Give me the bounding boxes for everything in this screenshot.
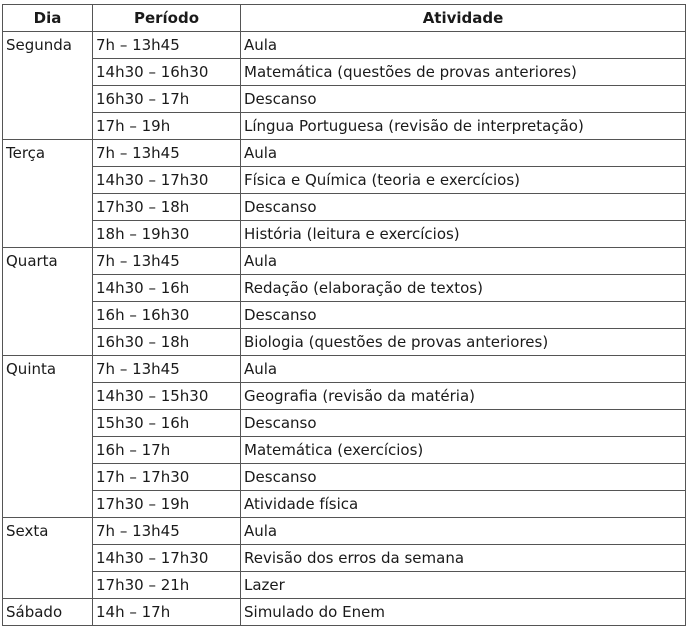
cell-dia xyxy=(3,410,93,437)
cell-atividade: Redação (elaboração de textos) xyxy=(241,275,686,302)
cell-atividade: Geografia (revisão da matéria) xyxy=(241,383,686,410)
table-row xyxy=(3,302,686,329)
table-row xyxy=(3,491,686,518)
cell-dia xyxy=(3,329,93,356)
cell-periodo: 17h30 – 19h xyxy=(93,491,241,518)
cell-periodo: 14h30 – 16h30 xyxy=(93,59,241,86)
cell-periodo: 14h30 – 16h xyxy=(93,275,241,302)
cell-dia xyxy=(3,302,93,329)
table-row xyxy=(3,329,686,356)
table-row xyxy=(3,167,686,194)
schedule-table xyxy=(2,4,686,626)
schedule-body xyxy=(3,32,686,626)
table-row xyxy=(3,248,686,275)
cell-periodo: 16h – 17h xyxy=(93,437,241,464)
cell-atividade: Língua Portuguesa (revisão de interpretação) xyxy=(241,113,686,140)
cell-atividade: Descanso xyxy=(241,410,686,437)
cell-periodo: 17h30 – 21h xyxy=(93,572,241,599)
cell-periodo: 16h30 – 18h xyxy=(93,329,241,356)
table-row xyxy=(3,518,686,545)
table-row xyxy=(3,32,686,59)
cell-atividade: Aula xyxy=(241,248,686,275)
table-row xyxy=(3,194,686,221)
table-row xyxy=(3,275,686,302)
cell-atividade: Simulado do Enem xyxy=(241,599,686,626)
cell-atividade: Aula xyxy=(241,140,686,167)
table-row xyxy=(3,437,686,464)
cell-atividade: Descanso xyxy=(241,194,686,221)
cell-dia xyxy=(3,86,93,113)
table-row xyxy=(3,140,686,167)
table-row xyxy=(3,113,686,140)
cell-periodo: 17h30 – 18h xyxy=(93,194,241,221)
cell-dia: Sábado xyxy=(3,599,93,626)
cell-periodo: 7h – 13h45 xyxy=(93,32,241,59)
table-row xyxy=(3,383,686,410)
table-row xyxy=(3,86,686,113)
table-row xyxy=(3,410,686,437)
cell-atividade: Matemática (questões de provas anteriores) xyxy=(241,59,686,86)
cell-dia: Segunda xyxy=(3,32,93,59)
cell-periodo: 14h – 17h xyxy=(93,599,241,626)
cell-atividade: Biologia (questões de provas anteriores) xyxy=(241,329,686,356)
cell-dia xyxy=(3,113,93,140)
cell-periodo: 18h – 19h30 xyxy=(93,221,241,248)
table-row xyxy=(3,599,686,626)
cell-dia xyxy=(3,572,93,599)
cell-atividade: Aula xyxy=(241,518,686,545)
cell-dia xyxy=(3,491,93,518)
cell-dia xyxy=(3,59,93,86)
cell-periodo: 7h – 13h45 xyxy=(93,248,241,275)
cell-atividade: Descanso xyxy=(241,464,686,491)
cell-atividade: Revisão dos erros da semana xyxy=(241,545,686,572)
header-row xyxy=(3,5,686,32)
cell-periodo: 17h – 17h30 xyxy=(93,464,241,491)
cell-periodo: 7h – 13h45 xyxy=(93,518,241,545)
header-atividade: Atividade xyxy=(241,5,686,32)
table-row xyxy=(3,356,686,383)
cell-dia xyxy=(3,194,93,221)
cell-atividade: Aula xyxy=(241,356,686,383)
cell-dia xyxy=(3,437,93,464)
cell-dia: Quinta xyxy=(3,356,93,383)
cell-dia xyxy=(3,167,93,194)
cell-atividade: Matemática (exercícios) xyxy=(241,437,686,464)
cell-dia xyxy=(3,545,93,572)
cell-periodo: 14h30 – 15h30 xyxy=(93,383,241,410)
table-row xyxy=(3,221,686,248)
cell-atividade: Física e Química (teoria e exercícios) xyxy=(241,167,686,194)
cell-periodo: 17h – 19h xyxy=(93,113,241,140)
cell-periodo: 7h – 13h45 xyxy=(93,356,241,383)
cell-periodo: 14h30 – 17h30 xyxy=(93,167,241,194)
table-row xyxy=(3,572,686,599)
cell-atividade: Aula xyxy=(241,32,686,59)
cell-dia xyxy=(3,383,93,410)
cell-dia xyxy=(3,221,93,248)
cell-periodo: 16h30 – 17h xyxy=(93,86,241,113)
header-periodo: Período xyxy=(93,5,241,32)
cell-atividade: Lazer xyxy=(241,572,686,599)
table-row xyxy=(3,545,686,572)
table-row xyxy=(3,59,686,86)
cell-dia xyxy=(3,275,93,302)
cell-periodo: 15h30 – 16h xyxy=(93,410,241,437)
cell-periodo: 14h30 – 17h30 xyxy=(93,545,241,572)
cell-atividade: História (leitura e exercícios) xyxy=(241,221,686,248)
table-row xyxy=(3,464,686,491)
cell-periodo: 7h – 13h45 xyxy=(93,140,241,167)
cell-dia: Sexta xyxy=(3,518,93,545)
cell-dia: Terça xyxy=(3,140,93,167)
cell-atividade: Atividade física xyxy=(241,491,686,518)
cell-periodo: 16h – 16h30 xyxy=(93,302,241,329)
cell-atividade: Descanso xyxy=(241,302,686,329)
header-dia: Dia xyxy=(3,5,93,32)
cell-dia xyxy=(3,464,93,491)
cell-atividade: Descanso xyxy=(241,86,686,113)
cell-dia: Quarta xyxy=(3,248,93,275)
